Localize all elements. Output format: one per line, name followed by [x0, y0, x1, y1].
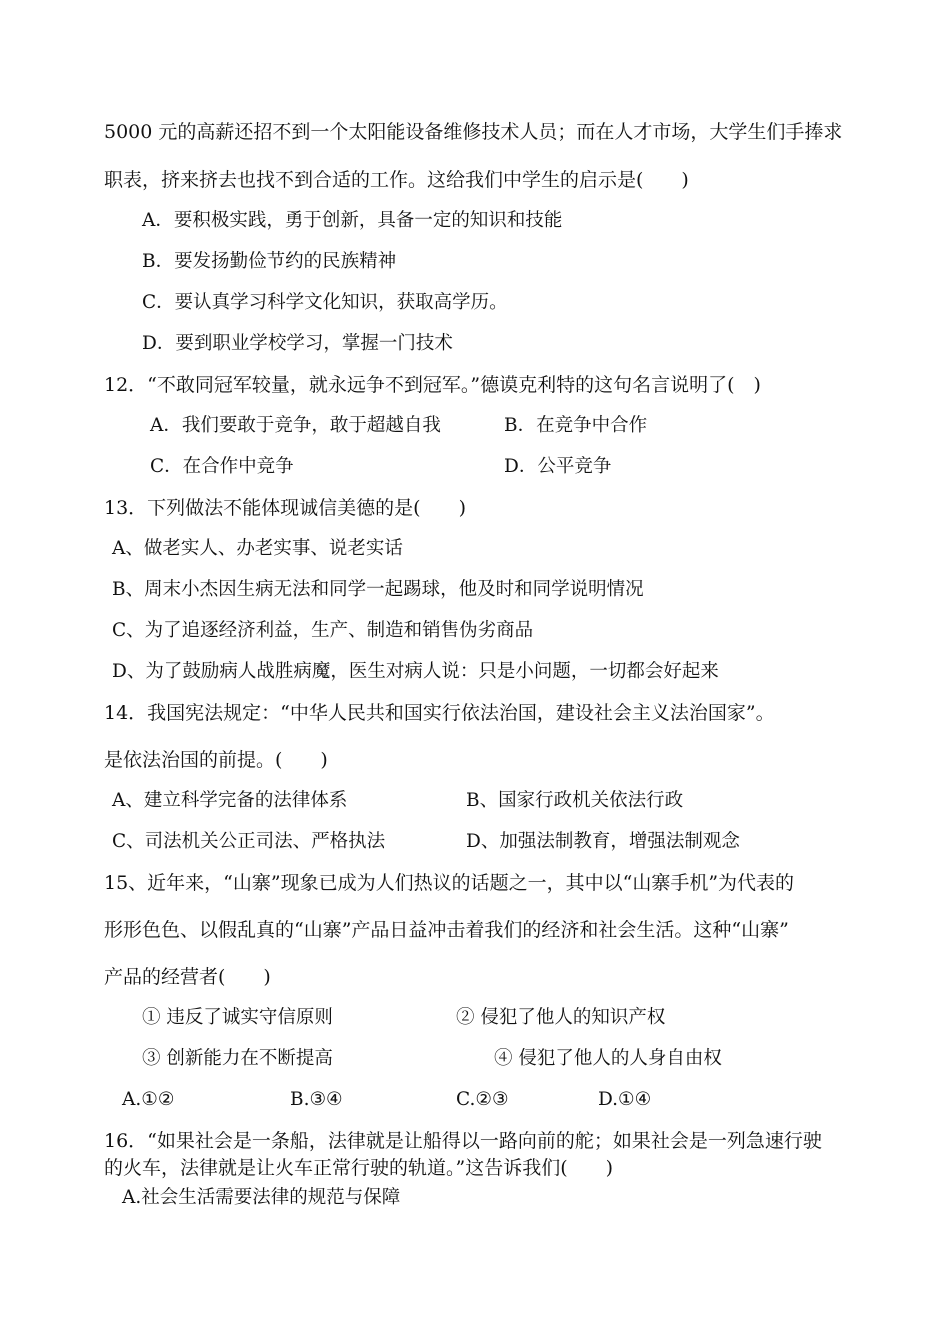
- q11-stem-line-1: 5000 元的高薪还招不到一个太阳能设备维修技术人员；而在人才市场，大学生们手捧求: [104, 121, 843, 143]
- q11-option-a: A．要积极实践，勇于创新，具备一定的知识和技能: [142, 210, 563, 231]
- q15-statement-1: ① 违反了诚实守信原则: [142, 1007, 333, 1028]
- q12-stem: 12．“不敢同冠军较量，就永远争不到冠军。”德谟克利特的这句名言说明了( ): [104, 374, 761, 396]
- q13-option-d: D、为了鼓励病人战胜病魔，医生对病人说：只是小问题，一切都会好起来: [112, 661, 719, 682]
- q13-stem: 13．下列做法不能体现诚信美德的是( ): [104, 497, 467, 519]
- q11-stem-line-2: 职表，挤来挤去也找不到合适的工作。这给我们中学生的启示是( ): [104, 169, 689, 191]
- q14-option-a: A、建立科学完备的法律体系: [112, 790, 348, 811]
- q14-option-c: C、司法机关公正司法、严格执法: [112, 831, 386, 852]
- q12-option-b: B．在竞争中合作: [504, 415, 648, 436]
- q16-stem-line-1: 16．“如果社会是一条船，法律就是让船得以一路向前的舵；如果社会是一列急速行驶: [104, 1130, 822, 1152]
- q16-option-a: A.社会生活需要法律的规范与保障: [122, 1187, 401, 1208]
- q14-stem-line-2: 是依法治国的前提。( ): [104, 749, 328, 771]
- q15-stem-line-1: 15、近年来，“山寨”现象已成为人们热议的话题之一，其中以“山寨手机”为代表的: [104, 872, 795, 894]
- q15-statement-4: ④ 侵犯了他人的人身自由权: [494, 1048, 722, 1069]
- q12-option-d: D．公平竞争: [504, 456, 612, 477]
- q15-option-c: C.②③: [456, 1089, 509, 1110]
- q15-statement-2: ② 侵犯了他人的知识产权: [456, 1007, 666, 1028]
- q14-option-d: D、加强法制教育，增强法制观念: [466, 831, 740, 852]
- q11-option-c: C．要认真学习科学文化知识，获取高学历。: [142, 292, 508, 313]
- q12-option-a: A．我们要敢于竞争，敢于超越自我: [150, 415, 441, 436]
- q15-stem-line-3: 产品的经营者( ): [104, 966, 271, 988]
- q15-stem-line-2: 形形色色、以假乱真的“山寨”产品日益冲击着我们的经济和社会生活。这种“山寨”: [104, 919, 789, 941]
- q13-option-c: C、为了追逐经济利益，生产、制造和销售伪劣商品: [112, 620, 534, 641]
- q15-option-d: D.①④: [598, 1089, 652, 1110]
- q11-option-b: B．要发扬勤俭节约的民族精神: [142, 251, 397, 272]
- q14-option-b: B、国家行政机关依法行政: [466, 790, 684, 811]
- q12-option-c: C．在合作中竞争: [150, 456, 294, 477]
- q15-option-b: B.③④: [290, 1089, 343, 1110]
- q13-option-a: A、做老实人、办老实事、说老实话: [112, 538, 403, 559]
- q11-option-d: D．要到职业学校学习，掌握一门技术: [142, 333, 453, 354]
- q16-stem-line-2: 的火车，法律就是让火车正常行驶的轨道。”这告诉我们( ): [104, 1157, 614, 1179]
- q14-stem-line-1: 14．我国宪法规定：“中华人民共和国实行依法治国，建设社会主义法治国家”。: [104, 702, 775, 724]
- q13-option-b: B、周末小杰因生病无法和同学一起踢球，他及时和同学说明情况: [112, 579, 644, 600]
- q15-statement-3: ③ 创新能力在不断提高: [142, 1048, 333, 1069]
- q15-option-a: A.①②: [122, 1089, 175, 1110]
